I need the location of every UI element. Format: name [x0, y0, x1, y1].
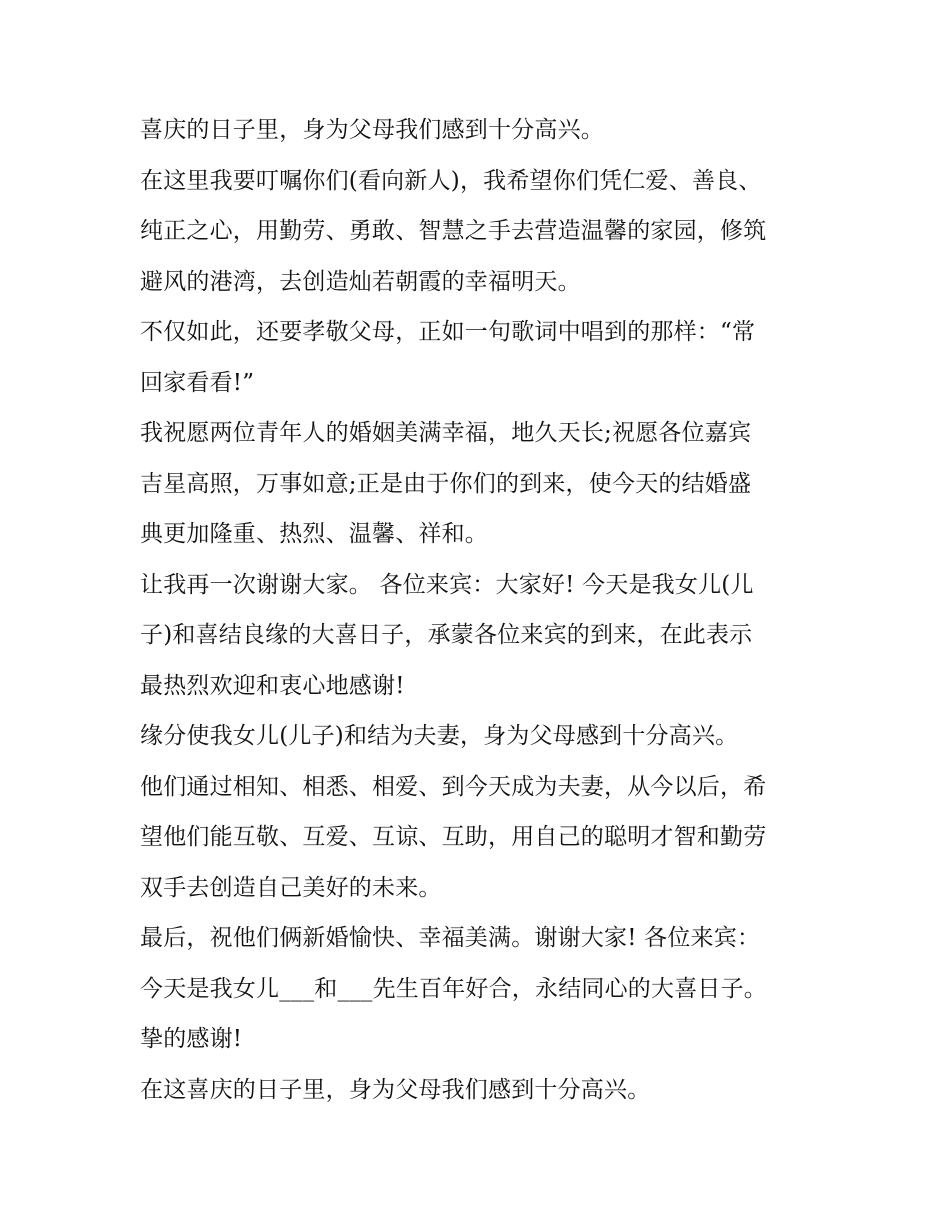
text-line: 在这里我要叮嘱你们(看向新人)，我希望你们凭仁爱、善良、 — [140, 167, 762, 194]
text-line: 他们通过相知、相悉、相爱、到今天成为夫妻，从今以后，希 — [140, 773, 767, 800]
text-line: 双手去创造自己美好的未来。 — [140, 874, 442, 901]
text-line: 最热烈欢迎和衷心地感谢! — [140, 672, 405, 699]
text-line: 喜庆的日子里，身为父母我们感到十分高兴。 — [140, 117, 604, 143]
text-line: 我祝愿两位青年人的婚姻美满幸福，地久天长;祝愿各位嘉宾 — [140, 420, 752, 446]
text-line: 回家看看!” — [140, 369, 255, 396]
text-line: 最后，祝他们俩新婚愉快、幸福美满。谢谢大家! 各位来宾： — [140, 925, 761, 951]
text-line: 子)和喜结良缘的大喜日子，承蒙各位来宾的到来，在此表示 — [140, 622, 753, 648]
text-line: 望他们能互敬、互爱、互谅、互助，用自己的聪明才智和勤劳 — [140, 824, 767, 850]
text-line: 避风的港湾，去创造灿若朝霞的幸福明天。 — [140, 268, 581, 295]
text-line: 纯正之心，用勤劳、勇敢、智慧之手去营造温馨的家园，修筑 — [140, 218, 767, 244]
text-line: 缘分使我女儿(儿子)和结为夫妻，身为父母感到十分高兴。 — [140, 723, 739, 749]
text-line: 今天是我女儿___和___先生百年好合，永结同心的大喜日子。 — [140, 975, 767, 1002]
text-line: 让我再一次谢谢大家。 各位来宾：大家好! 今天是我女儿(儿 — [140, 571, 754, 598]
text-line: 吉星高照，万事如意;正是由于你们的到来，使今天的结婚盛 — [140, 470, 752, 497]
document-body — [140, 110, 820, 1120]
text-line: 典更加隆重、热烈、温馨、祥和。 — [140, 521, 488, 547]
text-line: 不仅如此，还要孝敬父母，正如一句歌词中唱到的那样：“常 — [140, 319, 756, 345]
text-line: 在这喜庆的日子里，身为父母我们感到十分高兴。 — [140, 1076, 651, 1103]
text-line: 挚的感谢! — [140, 1026, 243, 1052]
